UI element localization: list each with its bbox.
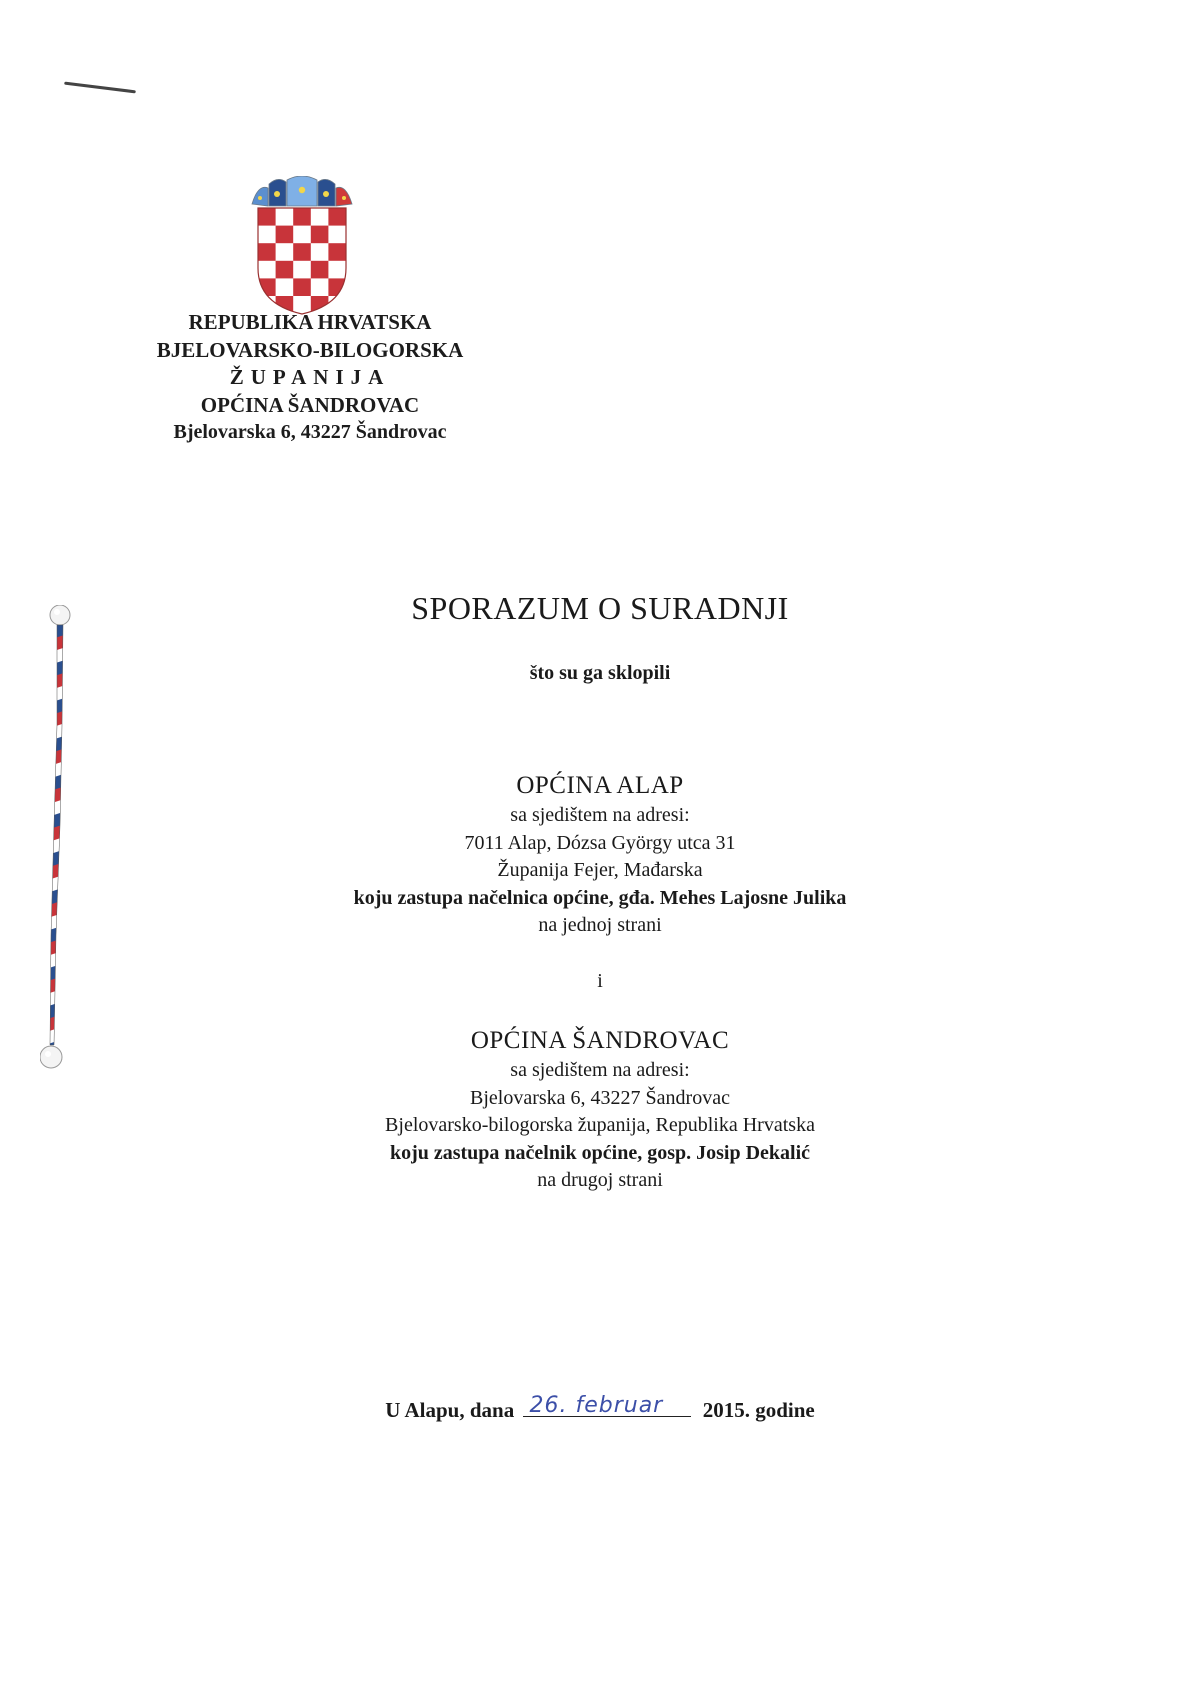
header-line-county: BJELOVARSKO-BILOGORSKA	[156, 337, 464, 362]
coat-of-arms-icon	[248, 176, 356, 316]
header-line-municipality: OPĆINA ŠANDROVAC	[200, 392, 420, 417]
date-fill-line	[523, 1392, 691, 1417]
party-address-line2: Županija Fejer, Mađarska	[497, 859, 703, 881]
party-alap	[250, 770, 950, 940]
party-sandrovac	[250, 1025, 950, 1195]
handwritten-date: 26. februar	[529, 1393, 664, 1418]
staple-mark	[64, 82, 136, 94]
party-seat-label: sa sjedištem na adresi:	[510, 804, 690, 826]
place-date-line	[250, 1392, 950, 1423]
party-address-line2: Bjelovarsko-bilogorska županija, Republika Hrvatska	[385, 1114, 815, 1136]
party-side: na drugoj strani	[537, 1169, 663, 1191]
binding-cord-icon	[40, 605, 80, 1095]
party-name: OPĆINA ALAP	[516, 772, 684, 799]
header-line-country: REPUBLIKA HRVATSKA	[188, 310, 432, 334]
party-representative: koju zastupa načelnica općine, gđa. Mehes Lajosne Julika	[353, 886, 847, 909]
party-seat-label: sa sjedištem na adresi:	[510, 1059, 690, 1081]
crown	[252, 176, 352, 206]
party-representative: koju zastupa načelnik općine, gosp. Josip Dekalić	[389, 1141, 811, 1164]
header-line-zupanija: ŽUPANIJA	[229, 365, 391, 389]
dateline-suffix: 2015. godine	[702, 1398, 815, 1422]
header-line-address: Bjelovarska 6, 43227 Šandrovac	[173, 421, 447, 443]
dateline-prefix: U Alapu, dana	[385, 1398, 515, 1422]
document-title: SPORAZUM O SURADNJI	[411, 590, 789, 626]
party-name: OPĆINA ŠANDROVAC	[470, 1027, 730, 1054]
party-address-line1: Bjelovarska 6, 43227 Šandrovac	[470, 1086, 730, 1109]
conjunction: i	[597, 970, 603, 992]
issuer-header	[120, 309, 500, 447]
party-side: na jednoj strani	[538, 914, 662, 936]
party-address-line1: 7011 Alap, Dózsa György utca 31	[464, 831, 736, 854]
document-subtitle: što su ga sklopili	[529, 662, 671, 684]
